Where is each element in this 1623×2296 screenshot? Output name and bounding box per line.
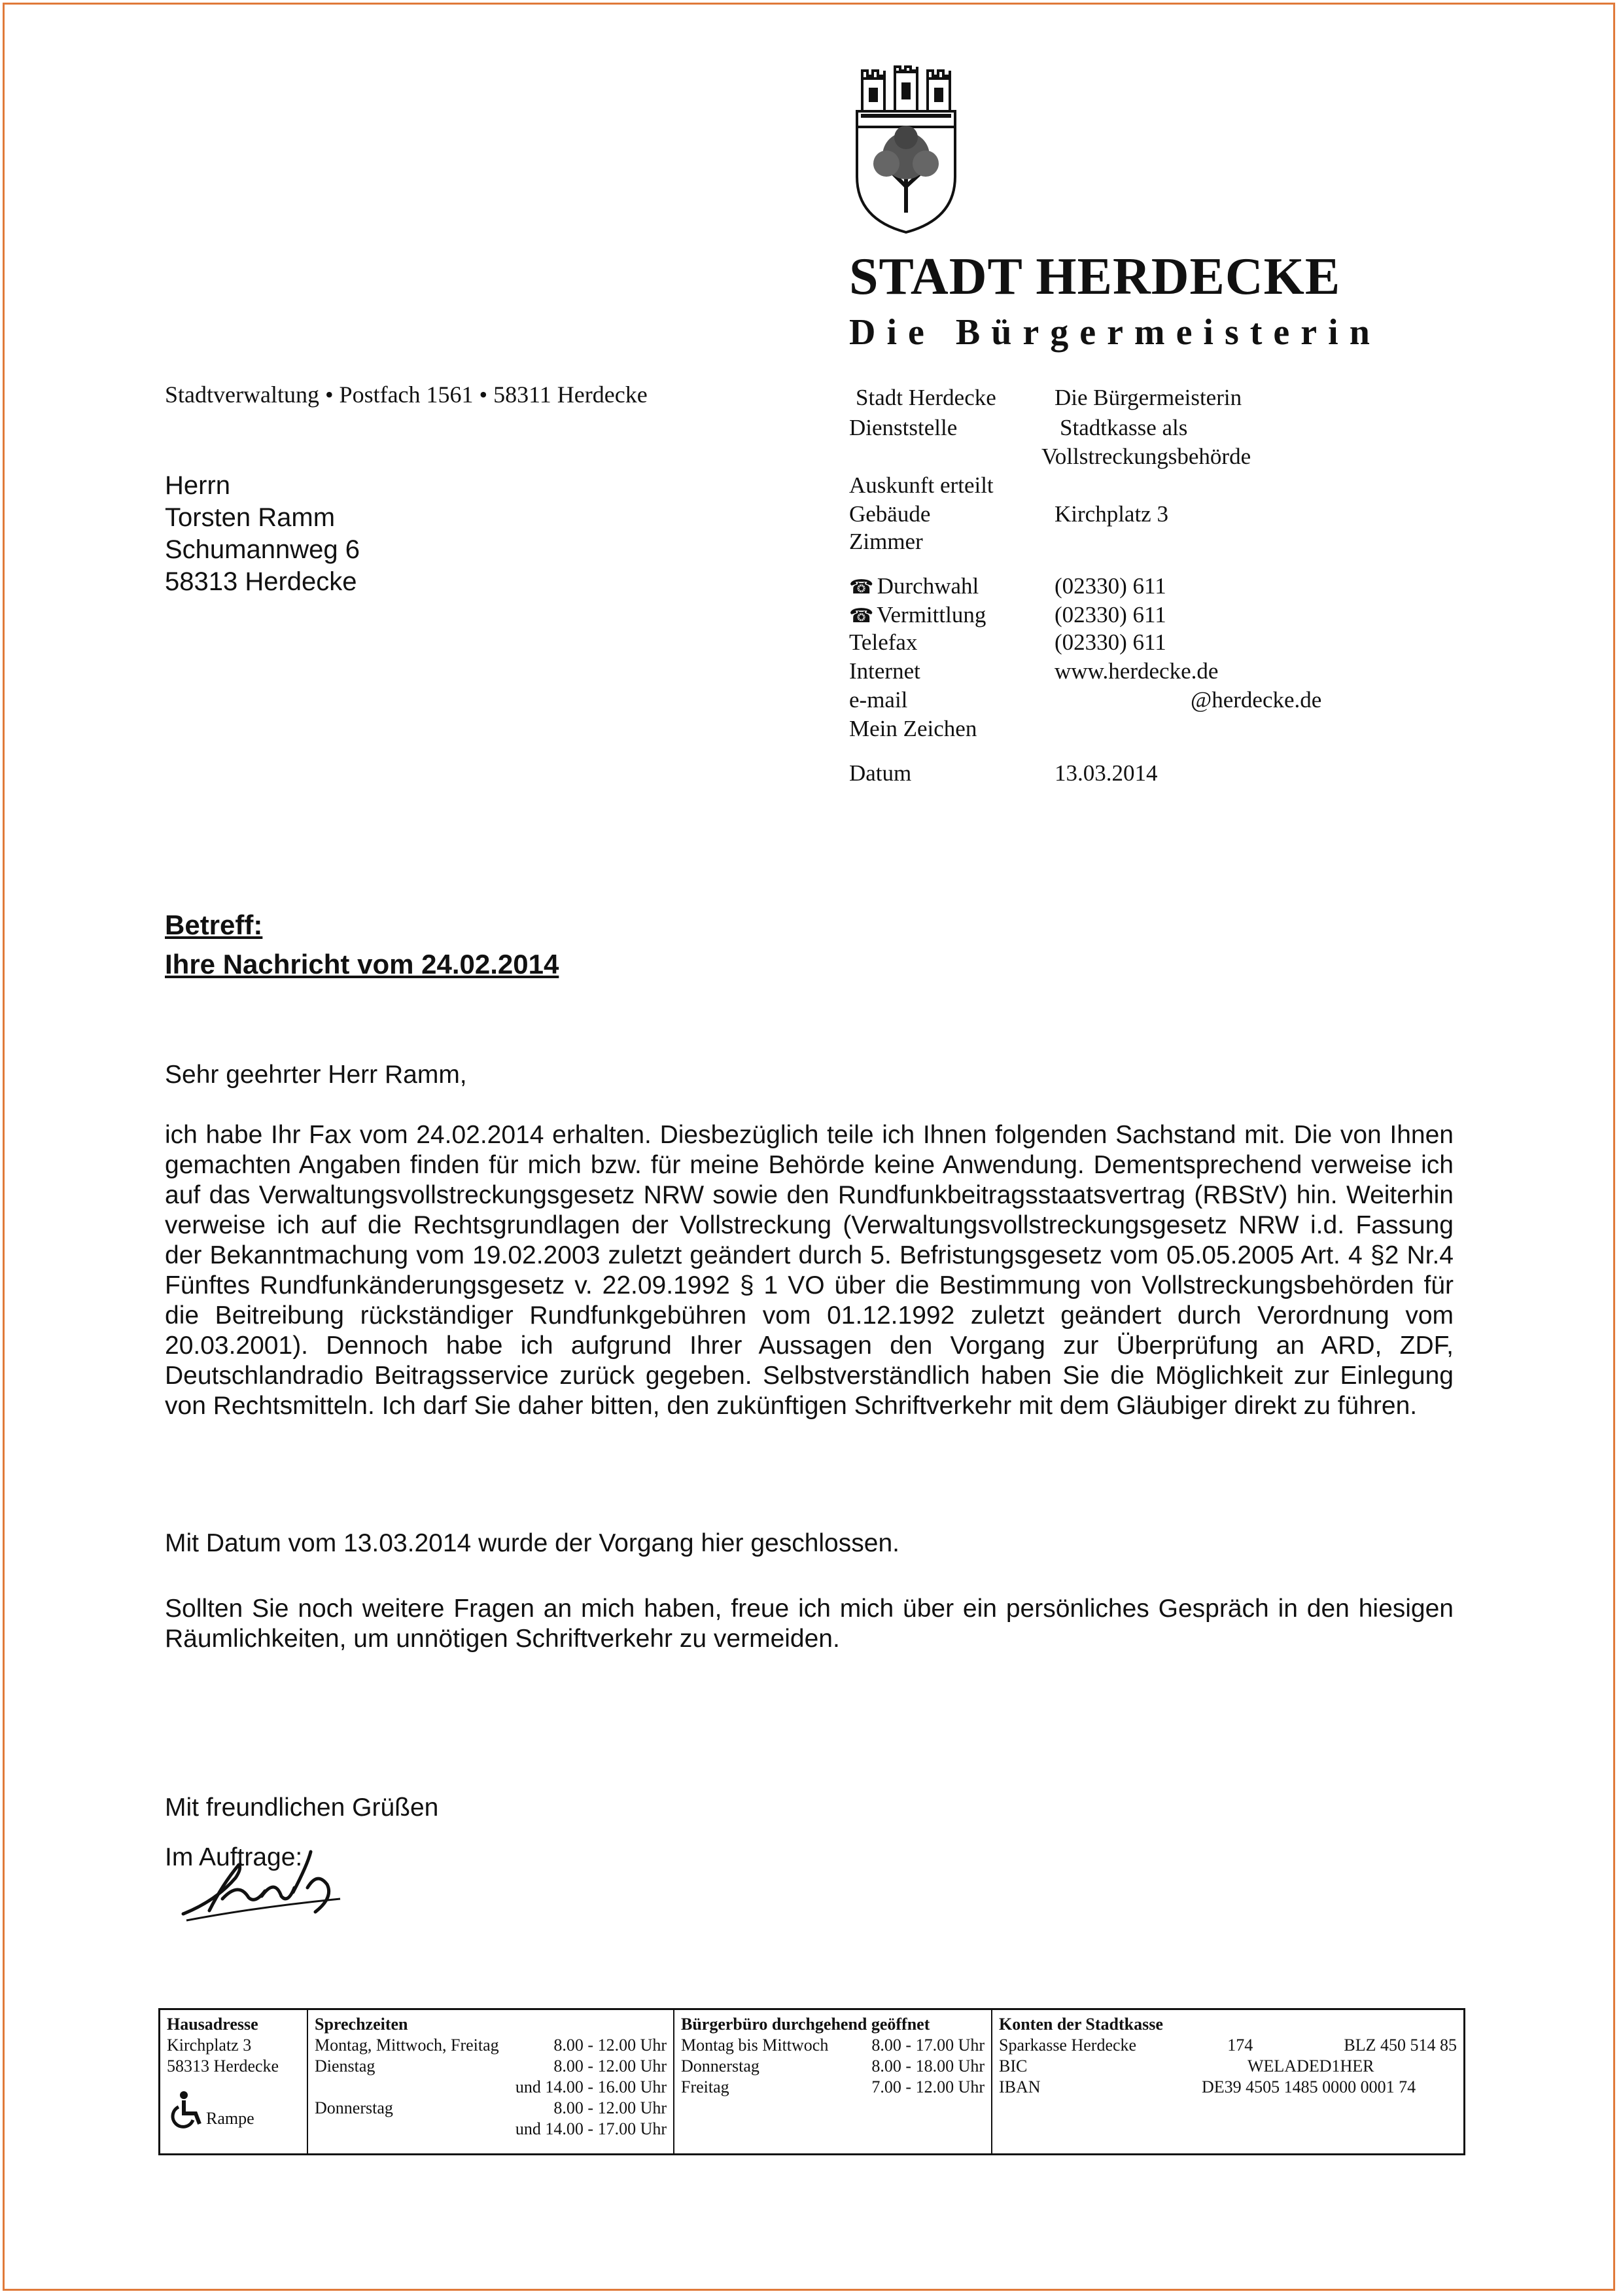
footer-bank-accounts [992,2010,1463,2153]
info-row1-value: Die Bürgermeisterin [1055,385,1242,410]
im-auftrage-text: Im Auftrage: [165,1843,303,1871]
email-label: e-mail [849,687,908,713]
footer-buergerbuero [674,2010,992,2153]
letter-body [165,1120,1454,1421]
telephone-icon: ☎ [849,576,874,598]
letter-greeting: Sehr geehrter Herr Ramm, [165,1061,467,1089]
sender-return-address: Stadtverwaltung • Postfach 1561 • 58311 Herdecke [165,381,648,408]
paragraph-3: Sollten Sie noch weitere Fragen an mich haben, freue ich mich über ein persönliches Gespräch in den hiesigen Räumlichkeiten, um unnötigen Schriftverkehr zu vermeiden. [165,1595,1454,1653]
subject-label [165,910,387,941]
hours-time: 7.00 - 12.00 Uhr [871,2077,985,2096]
bank-value: WELADED1HER [1248,2057,1374,2075]
footer-rampe: Rampe [206,2109,254,2128]
vermittlung-value: (02330) 611 [1055,602,1166,627]
gebaeude-value: Kirchplatz 3 [1055,501,1168,527]
recipient-salutation: Herrn [165,471,231,500]
hours-time: 8.00 - 17.00 Uhr [871,2036,985,2055]
paragraph-1: ich habe Ihr Fax vom 24.02.2014 erhalten. Diesbezüglich teile ich Ihnen folgenden Sachstand mit. Die von Ihnen gemachten Angaben finden für mich bzw. für meine Behörde keine Anwendung. Dementsprechend verweise ich auf das Verwaltungsvollstreckungsgesetz NRW sowie den Rundfunkbeitragsstaatsvertrag (RBStV) hin. Weiterhin verweise ich auf die Rechtsgrundlagen der Vollstreckung (Verwaltungsvollstreckungsgesetz NRW i.d. Fassung der Bekanntmachung vom 19.02.2003 zuletzt geändert durch 5. Befristungsgesetz vom 05.05.2005 Art. 4 §2 Nr.4 Fünftes Rundfunkänderungsgesetz v. 22.09.1992 § 1 VO über die Bestimmung von Vollstreckungsbehörden für die Beitreibung rückständiger Rundfunkgebühren vom 01.12.1992 zuletzt geändert durch Verordnung vom 20.03.2001). Dennoch habe ich aufgrund Ihrer Aussagen den Vorgang zur Überprüfung an ARD, ZDF, Deutschlandradio Beitragsservice zurück gegeben. Selbstverständlich haben Sie die Möglichkeit zur Einlegung von Rechtsmitteln. Ich darf Sie daher bitten, den zukünftigen Schriftverkehr mit dem Gläubiger direkt zu führen. [165,1121,1454,1420]
dienststelle-value-2: Vollstreckungsbehörde [1041,444,1251,469]
city-title: STADT HERDECKE [849,248,1341,306]
footer-bank-head: Konten der Stadtkasse [999,2015,1163,2034]
bank-account: 174 [1227,2036,1253,2055]
coat-of-arms-icon [850,65,962,236]
footer-buergerbuero-head: Bürgerbüro durchgehend geöffnet [681,2015,930,2034]
datum-label: Datum [849,760,912,786]
footer-address [160,2010,308,2153]
footer-address-street: Kirchplatz 3 [167,2036,252,2055]
footer-hours-head: Sprechzeiten [315,2015,408,2034]
subject-line-1: Betreff: [165,910,263,940]
vermittlung-label: Vermittlung [877,602,986,627]
gebaeude-label: Gebäude [849,501,931,527]
datum-value: 13.03.2014 [1055,760,1158,786]
bank-label: BIC [999,2057,1028,2075]
bank-label: IBAN [999,2077,1041,2096]
info-row1-label: Stadt Herdecke [856,385,996,410]
hours-time: und 14.00 - 16.00 Uhr [515,2077,667,2096]
durchwahl-row [849,573,979,599]
hours-day: Dienstag [315,2057,375,2075]
recipient-street: Schumannweg 6 [165,535,360,564]
closing-text: Mit freundlichen Grüßen [165,1793,439,1822]
durchwahl-value: (02330) 611 [1055,573,1166,599]
bank-value: DE39 4505 1485 0000 0001 74 [1202,2077,1416,2096]
recipient-name: Torsten Ramm [165,503,336,532]
office-title: Die Bürgermeisterin [849,312,1381,353]
telefax-value: (02330) 611 [1055,629,1166,655]
signature [177,1839,360,1930]
internet-label: Internet [849,658,920,684]
footer-address-head: Hausadresse [167,2015,258,2034]
hours-day: Donnerstag [681,2057,759,2075]
subject-line-2: Ihre Nachricht vom 24.02.2014 [165,949,559,980]
dienststelle-value-1: Stadtkasse als [1060,415,1188,440]
footer-office-hours [308,2010,674,2153]
internet-value: www.herdecke.de [1055,658,1219,684]
zeichen-label: Mein Zeichen [849,716,977,741]
hours-time: 8.00 - 12.00 Uhr [553,2036,667,2055]
recipient-address [165,470,360,598]
bank-label: Sparkasse Herdecke [999,2036,1137,2055]
hours-time: 8.00 - 12.00 Uhr [553,2098,667,2117]
hours-day: Freitag [681,2077,729,2096]
durchwahl-label: Durchwahl [877,573,979,599]
bank-value: BLZ 450 514 85 [1344,2036,1457,2055]
hours-day: Montag, Mittwoch, Freitag [315,2036,499,2055]
telephone-icon: ☎ [849,605,874,627]
paragraph-2: Mit Datum vom 13.03.2014 wurde der Vorgang hier geschlossen. [165,1529,899,1557]
hours-day: Montag bis Mittwoch [681,2036,829,2055]
hours-day: Donnerstag [315,2098,393,2117]
zimmer-label: Zimmer [849,529,923,554]
telefax-label: Telefax [849,629,918,655]
footer-address-city: 58313 Herdecke [167,2057,279,2075]
footer-table [158,2008,1465,2155]
wheelchair-icon [167,2090,206,2129]
auskunft-label: Auskunft erteilt [849,472,994,498]
hours-time: und 14.00 - 17.00 Uhr [515,2119,667,2138]
email-value: @herdecke.de [1191,687,1322,713]
vermittlung-row [849,602,986,628]
recipient-city: 58313 Herdecke [165,567,357,596]
hours-time: 8.00 - 18.00 Uhr [871,2057,985,2075]
dienststelle-label: Dienststelle [849,415,958,440]
hours-time: 8.00 - 12.00 Uhr [553,2057,667,2075]
